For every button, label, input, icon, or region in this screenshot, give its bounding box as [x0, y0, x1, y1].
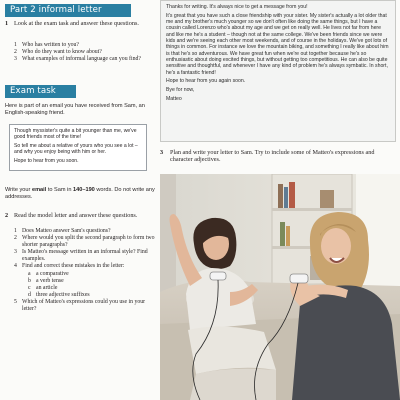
list-item: 3 What examples of informal language can you find?: [14, 56, 141, 63]
sub-list-item: d three adjective suffixes: [28, 291, 90, 298]
question-text: Read the model letter and answer these questions.: [14, 212, 138, 219]
model-letter: [160, 0, 396, 142]
question-2: [5, 212, 155, 219]
question-number: 3: [160, 149, 164, 156]
list-item: 2 Who do they want to know about?: [14, 49, 102, 56]
question-2-list: [14, 228, 159, 313]
list-item: 1 Who has written to you?: [14, 42, 79, 48]
list-item: 4 Find and correct these mistakes in the letter: a a comparative b a verb tense c an article d three adjective suffixes: [14, 263, 159, 298]
sub-list: [22, 271, 159, 299]
question-text: Look at the exam task and answer these questions.: [14, 20, 139, 27]
question-number: 2: [5, 212, 9, 219]
question-1: [5, 20, 155, 27]
question-number: 1: [5, 20, 9, 27]
list-item: 1 Does Matteo answer Sam's questions?: [14, 228, 111, 234]
sub-list-item: b a verb tense: [28, 277, 64, 284]
email-paragraph: So tell me about a relative of yours who you see a lot – and why you enjoy being with him or her.: [14, 143, 138, 156]
sub-list-item: c an article: [28, 284, 58, 291]
sub-list-item: a a comparative: [28, 270, 69, 277]
exam-task-intro: Here is part of an email you have received from Sam, an English-speaking friend.: [5, 103, 145, 116]
letter-signature: Matteo: [166, 96, 182, 103]
letter-paragraph: Bye for now,: [166, 87, 195, 94]
list-item: 5 Which of Matteo's expressions could you use in your letter?: [14, 298, 146, 313]
email-paragraph: Hope to hear from you soon.: [14, 158, 79, 165]
writing-instruction: Write your email to Sam in 140–190 words. Do not write any addresses.: [5, 187, 155, 200]
section-banner-exam-task: Exam task: [5, 85, 76, 98]
question-text: Plan and write your letter to Sam. Try to include some of Matteo's expressions and character adjectives.: [170, 149, 375, 164]
email-paragraph: Though myssister's quite a bit younger than me, we've good friends most of the time!: [14, 128, 137, 141]
section-banner-part2: Part 2 informal letter: [5, 4, 131, 17]
letter-paragraph: Thanks for writing. It's always nice to get a message from you!: [166, 4, 308, 10]
list-item: 3 Is Matteo's message written in an informal style? Find examples.: [14, 249, 148, 263]
list-item: 2 Where would you split the second paragraph to form two shorter paragraphs?: [14, 235, 155, 249]
letter-paragraph: Hope to hear from you again soon.: [166, 78, 246, 85]
email-excerpt-box: [9, 124, 147, 171]
question-3: [160, 149, 390, 164]
letter-paragraph: It's great that you have such a close friendship with your sister. My sister's actually a lot older that me and my brother's much younger so we don't often like doing the same things, but I have a cousin called Lorenzo who's about my age and we get on really well. He lives not far from here and like me he's a student – though not at the same college. We've been friends since we were kids and we're seeing each other most weekends, and of course in the holidays. We've got lots of things in common. For instance we love the mountain biking, and something I really like about him is that he's so adventurous. We have great fun when we're out together because he's so enthusiastic about doing excited things, but without getting too competitious. He can also be quite sensitive and thoughtful, and whenever I have any kind of problem he's always symbatic. In short, he's a fantastic friend!: [166, 12, 389, 76]
photo-girls-playing-video-game: [160, 174, 400, 400]
question-1-list: [14, 42, 159, 63]
